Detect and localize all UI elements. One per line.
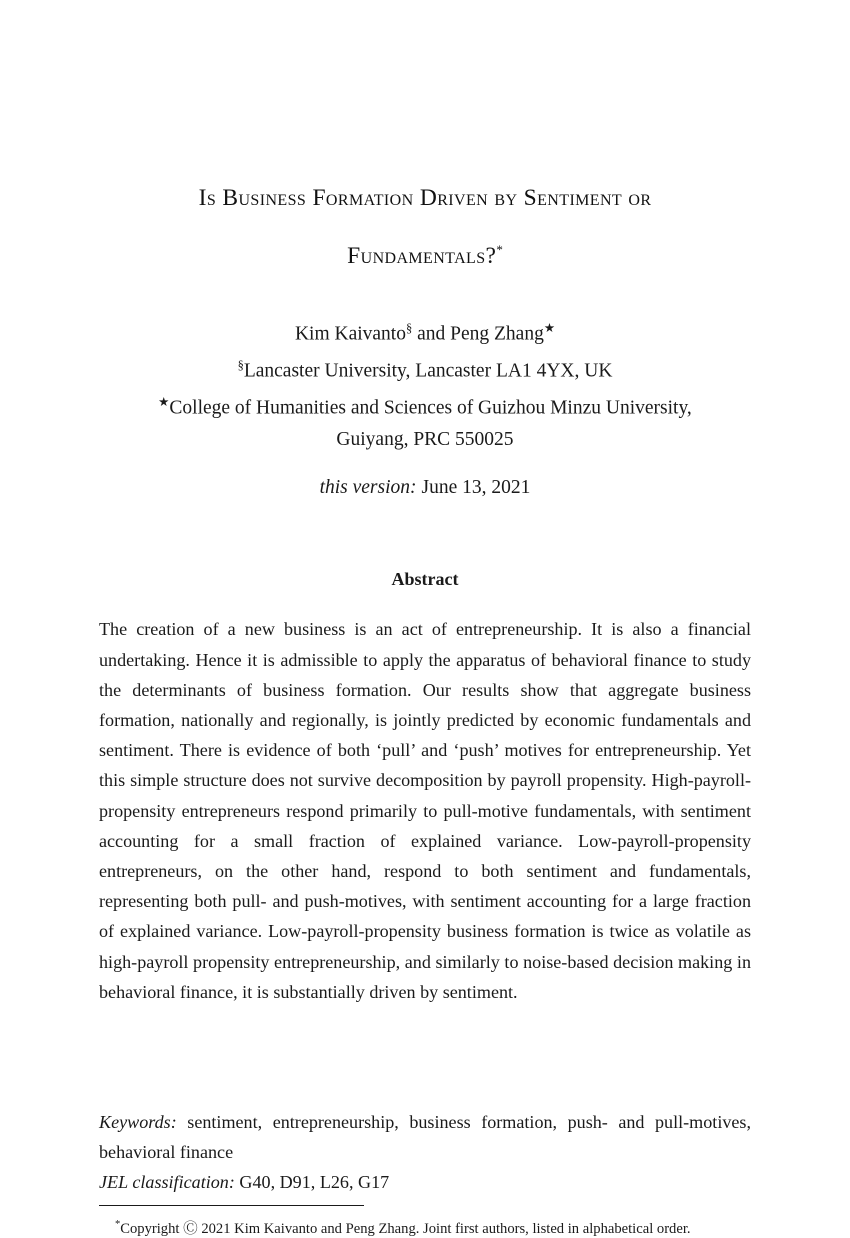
- abstract-body: The creation of a new business is an act of entrepreneurship. It is also a financial undertaking. Hence it is admissible to apply the apparatus of behavioral finance to study the determinants of business formation. Our results show that aggregate business formation, nationally and regionally, is jointly predicted by economic fundamentals and sentiment. There is evidence of both ‘pull’ and ‘push’ motives for entrepreneurship. Yet this simple structure does not survive decomposition by payroll propensity. High-payroll-propensity entrepreneurs respond primarily to pull-motive fundamentals, with sentiment accounting for a small fraction of explained variance. Low-payroll-propensity entrepreneurs, on the other hand, respond to both sentiment and fundamentals, representing both pull- and push-motives, with sentiment accounting for a large fraction of explained variance. Low-payroll-propensity business formation is twice as volatile as high-payroll propensity entrepreneurship, and similarly to noise-based decision making in behavioral finance, it is substantially driven by sentiment.: [99, 619, 751, 1002]
- author-1-marker: §: [405, 320, 413, 335]
- title-line-2: [99, 224, 751, 282]
- jel-label: JEL classification:: [99, 1172, 235, 1193]
- abstract-heading: Abstract: [391, 569, 459, 590]
- authors-and-affiliations: [99, 313, 751, 456]
- keywords-label: Keywords:: [99, 1111, 177, 1132]
- footnote-text: Copyright Ⓒ 2021 Kim Kaivanto and Peng Zhang. Joint first authors, listed in alphabetical order.: [120, 1220, 691, 1237]
- affiliation-3-text: Guiyang, PRC 550025: [336, 428, 514, 450]
- affiliation-1-marker: §: [237, 357, 244, 372]
- affiliation-1: [99, 350, 751, 387]
- jel-line: [99, 1167, 751, 1197]
- paper-metadata: [99, 1107, 751, 1198]
- affiliation-2-marker: ★: [158, 394, 170, 409]
- author-line: [99, 313, 751, 350]
- author-conjunction: and: [412, 323, 451, 345]
- page-content: [99, 0, 751, 1238]
- title-line-1: Is Business Formation Driven by Sentiment or: [198, 185, 652, 211]
- affiliation-2: [99, 387, 751, 424]
- author-2-name: Peng Zhang: [450, 323, 544, 345]
- version-label: this version:: [319, 477, 417, 499]
- keywords-text: sentiment, entrepreneurship, business formation, push- and pull-motives, behavioral finance: [99, 1111, 751, 1163]
- affiliation-1-text: Lancaster University, Lancaster LA1 4YX, UK: [243, 360, 613, 382]
- title-line-2-text: Fundamentals?: [347, 242, 497, 269]
- title-footnote-marker: *: [496, 242, 503, 257]
- author-2-marker: ★: [543, 320, 556, 335]
- paper-title: [99, 172, 751, 282]
- footnote-separator-rule: [99, 1205, 364, 1206]
- jel-text: G40, D91, L26, G17: [239, 1172, 390, 1193]
- version-date: June 13, 2021: [421, 477, 531, 499]
- affiliation-3: [99, 424, 751, 456]
- keywords-line: [99, 1107, 751, 1167]
- footnote-marker: *: [115, 1218, 121, 1230]
- version-line: [99, 477, 751, 499]
- copyright-footnote: [99, 1215, 751, 1238]
- affiliation-2-text: College of Humanities and Sciences of Guizhou Minzu University,: [169, 397, 692, 419]
- author-1-name: Kim Kaivanto: [294, 323, 406, 345]
